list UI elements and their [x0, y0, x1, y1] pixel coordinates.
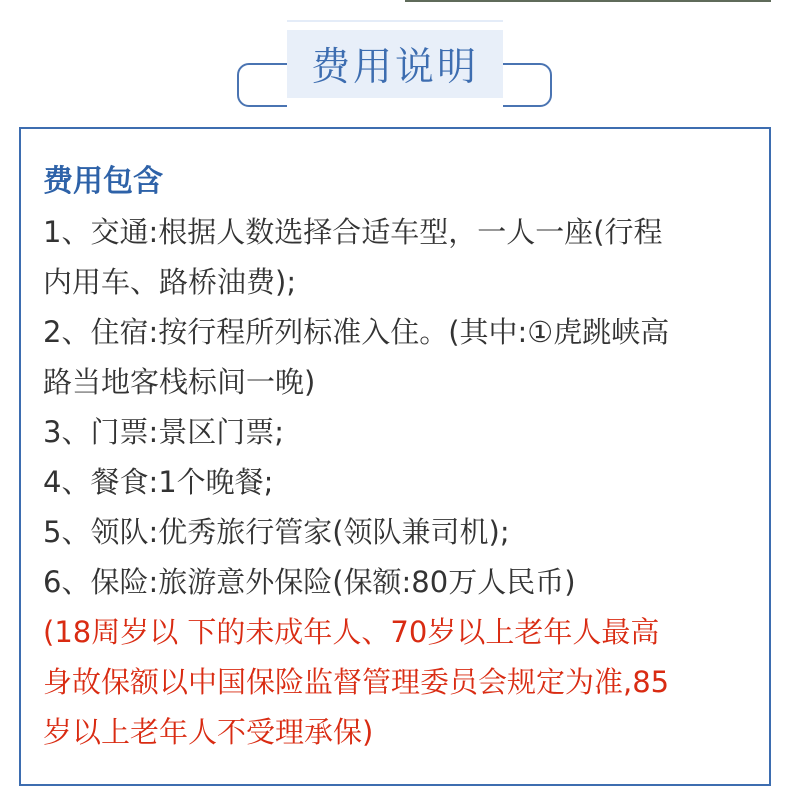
top-divider — [405, 0, 771, 2]
fee-line: 内用车、路桥油费); — [43, 265, 297, 299]
insurance-note-line: 身故保额以中国保险监督管理委员会规定为准,85 — [43, 665, 670, 699]
fee-line: 2、住宿:按行程所列标准入住。(其中:①虎跳峡高 — [43, 315, 670, 349]
fee-line: 3、门票:景区门票; — [43, 415, 284, 449]
title-box — [287, 20, 503, 108]
fee-line: 路当地客栈标间一晚) — [43, 365, 316, 399]
insurance-note-line: 岁以上老年人不受理承保) — [43, 715, 374, 749]
page-title: 费用说明 — [287, 30, 503, 98]
fee-line: 1、交通:根据人数选择合适车型，一人一座(行程 — [43, 215, 663, 249]
fee-content-box — [19, 127, 771, 786]
fee-line: 5、领队:优秀旅行管家(领队兼司机); — [43, 515, 510, 549]
fee-content — [43, 157, 759, 757]
fee-line: 6、保险:旅游意外保险(保额:80万人民币) — [43, 565, 576, 599]
insurance-note-line: (18周岁以 下的未成年人、70岁以上老年人最高 — [43, 615, 660, 649]
section-heading: 费用包含 — [43, 164, 163, 199]
fee-line: 4、餐食:1个晚餐; — [43, 465, 274, 499]
